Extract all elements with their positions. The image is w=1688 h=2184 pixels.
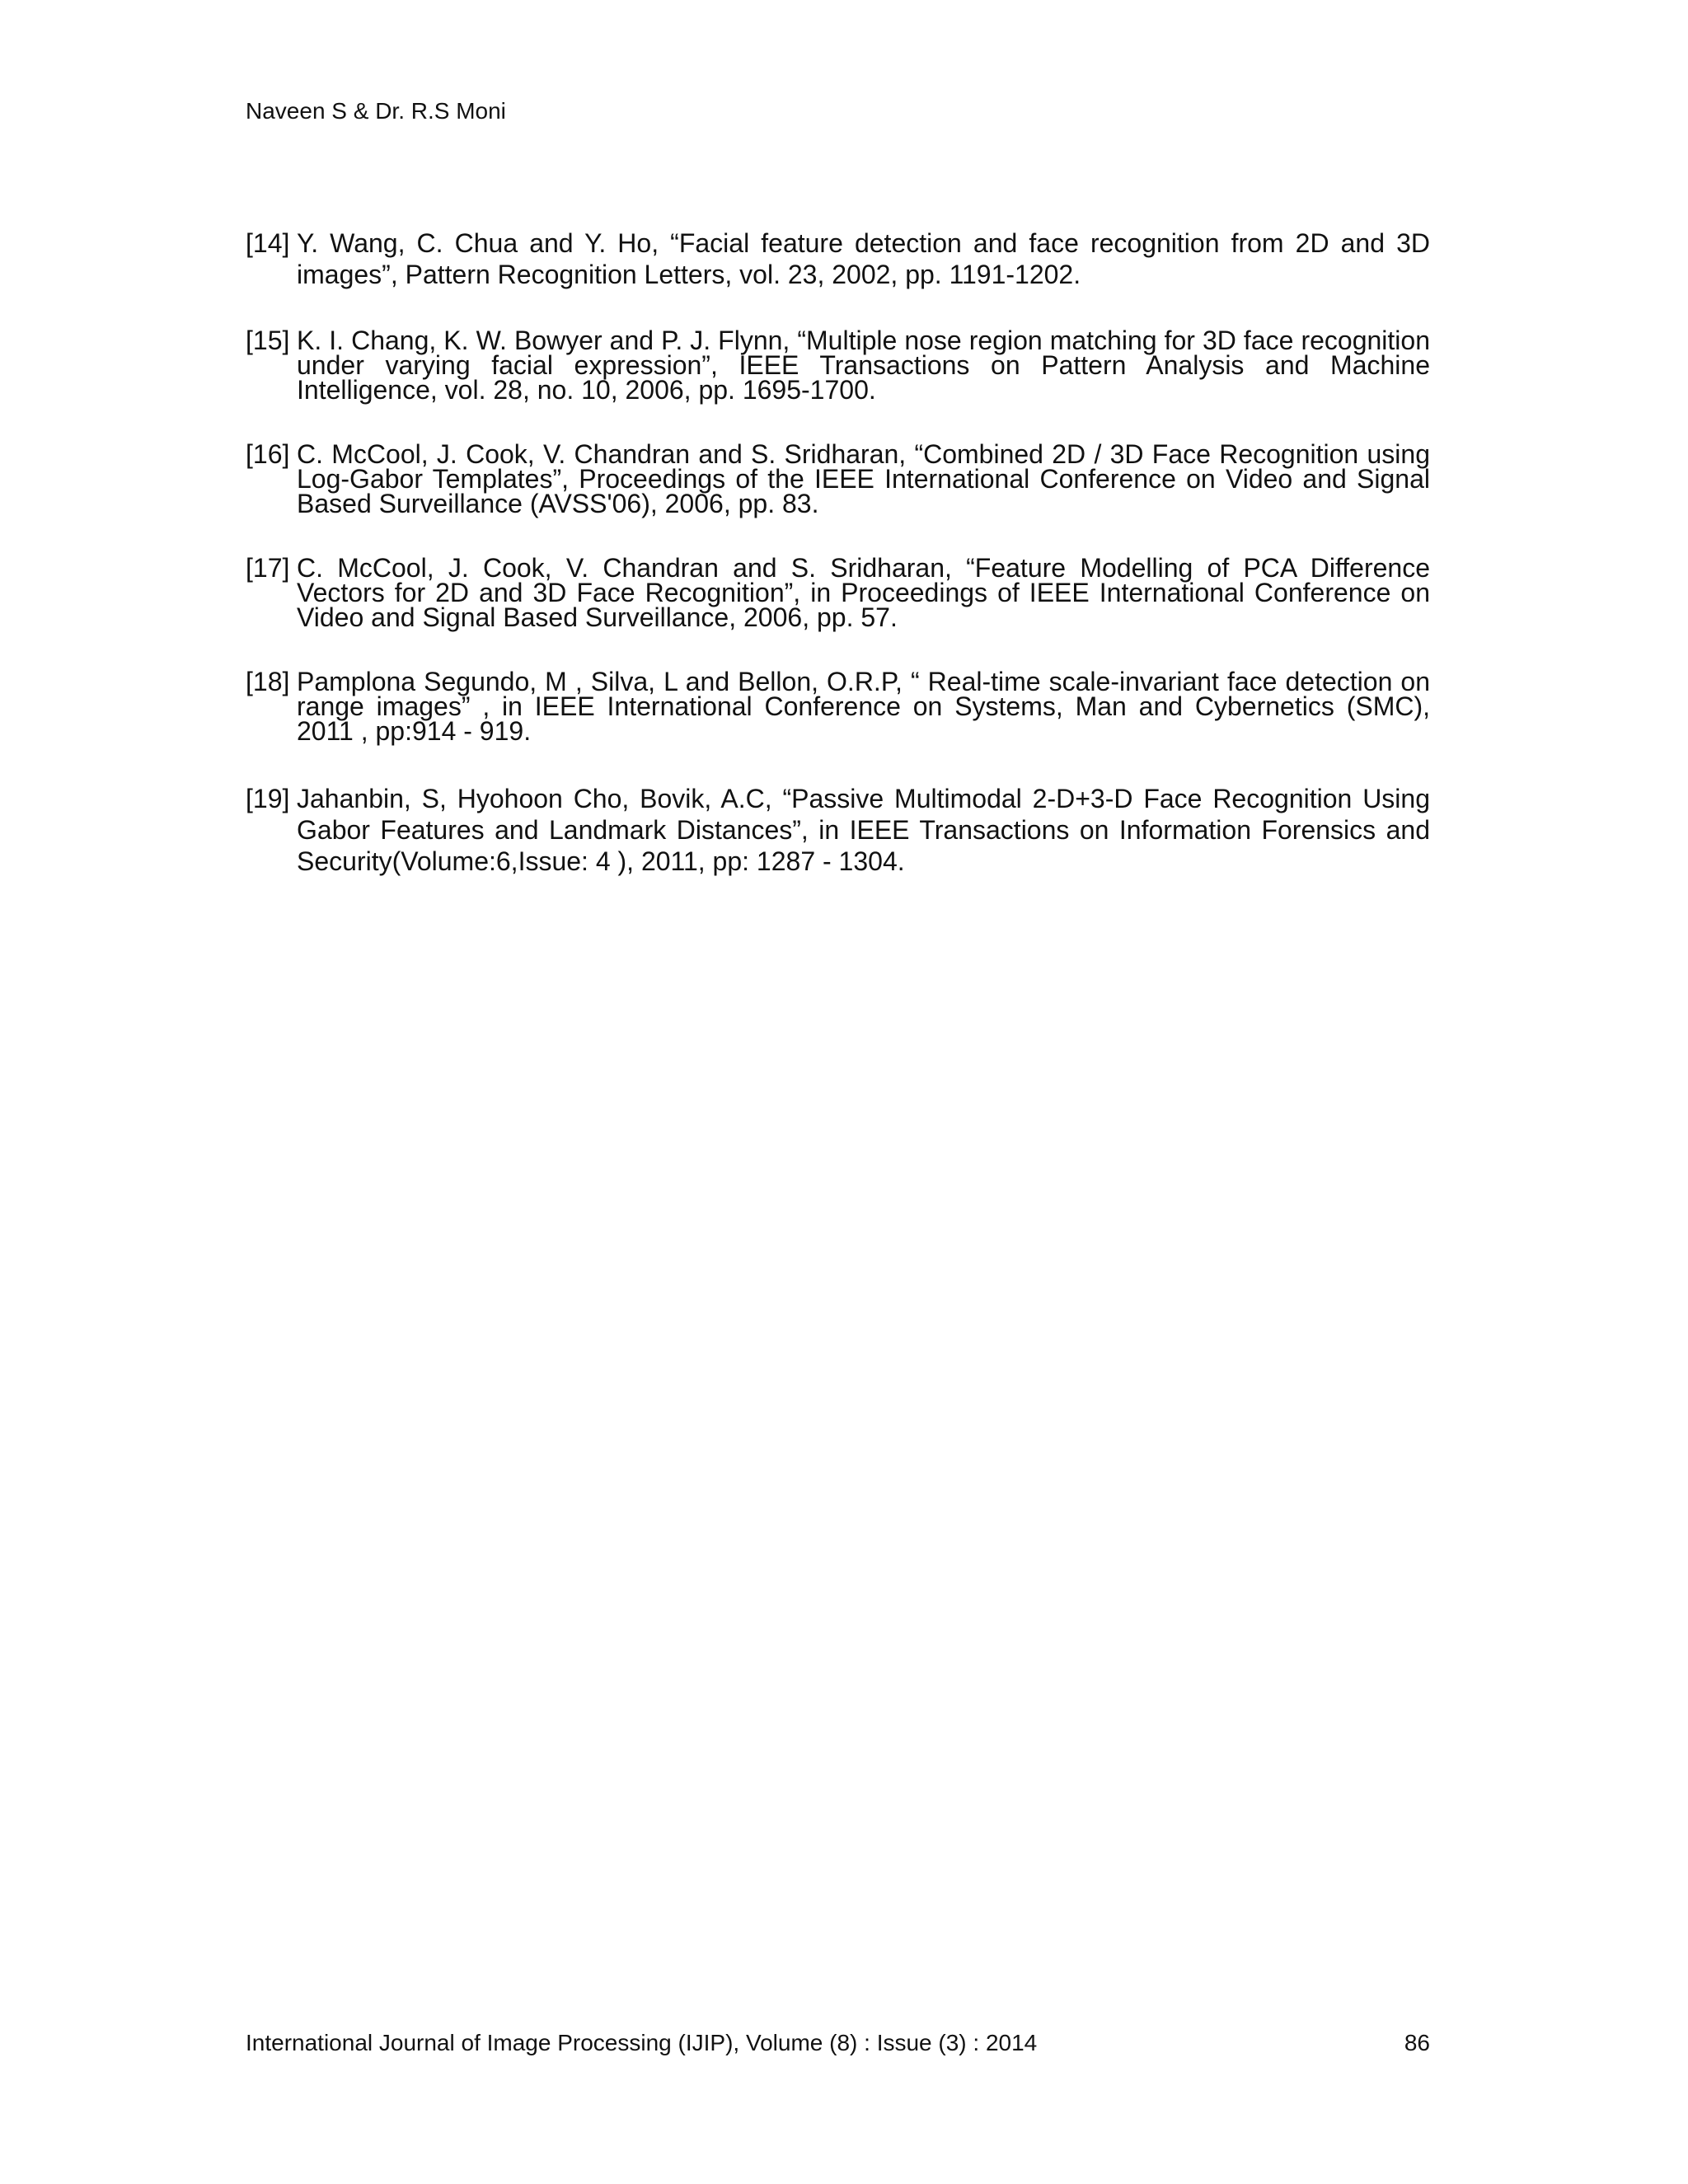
reference-item-18 [246,667,1430,746]
reference-number: [19] [246,784,290,813]
page-footer [246,2029,1430,2057]
reference-text: Y. Wang, C. Chua and Y. Ho, “Facial feature detection and face recognition from 2D and 3D images”, Pattern Recognition Letters, vol. 23, 2002, pp. 1191-1202. [297,228,1430,289]
reference-item-15 [246,326,1430,405]
reference-number: [16] [246,439,290,469]
reference-number: [17] [246,553,290,583]
reference-item-17 [246,555,1430,630]
reference-item-16 [246,439,1430,518]
running-header-authors: Naveen S & Dr. R.S Moni [246,98,506,124]
reference-text: Jahanbin, S, Hyohoon Cho, Bovik, A.C, “Passive Multimodal 2-D+3-D Face Recognition Using Gabor Features and Landmark Distances”, in IEEE Transactions on Information Forensics and Security(Volume:6,Issue: 4 ), 2011, pp: 1287 - 1304. [297,784,1430,876]
reference-text: C. McCool, J. Cook, V. Chandran and S. Sridharan, “Combined 2D / 3D Face Recognition using Log-Gabor Templates”, Proceedings of the IEEE International Conference on Video and Signal Based Surveillance (AVSS'06), 2006, pp. 83. [297,439,1430,518]
reference-number: [15] [246,326,290,355]
reference-text: C. McCool, J. Cook, V. Chandran and S. Sridharan, “Feature Modelling of PCA Difference Vectors for 2D and 3D Face Recognition”, in Proceedings of IEEE International Conference on Video and Signal Based Surveillance, 2006, pp. 57. [297,553,1430,632]
reference-number: [14] [246,228,290,258]
footer-journal-citation: International Journal of Image Processing (IJIP), Volume (8) : Issue (3) : 2014 [246,2030,1038,2055]
reference-item-19 [246,783,1430,877]
reference-text: Pamplona Segundo, M , Silva, L and Bellon, O.R.P, “ Real-time scale-invariant face detection on range images” , in IEEE International Conference on Systems, Man and Cybernetics (SMC), 2011 , pp:914 - 919. [297,667,1430,746]
reference-text: K. I. Chang, K. W. Bowyer and P. J. Flynn, “Multiple nose region matching for 3D face recognition under varying facial expression”, IEEE Transactions on Pattern Analysis and Machine Intelligence, vol. 28, no. 10, 2006, pp. 1695-1700. [297,326,1430,405]
reference-item-14 [246,227,1430,290]
reference-list [246,227,1430,877]
reference-number: [18] [246,667,290,696]
page-number: 86 [1404,2030,1430,2055]
